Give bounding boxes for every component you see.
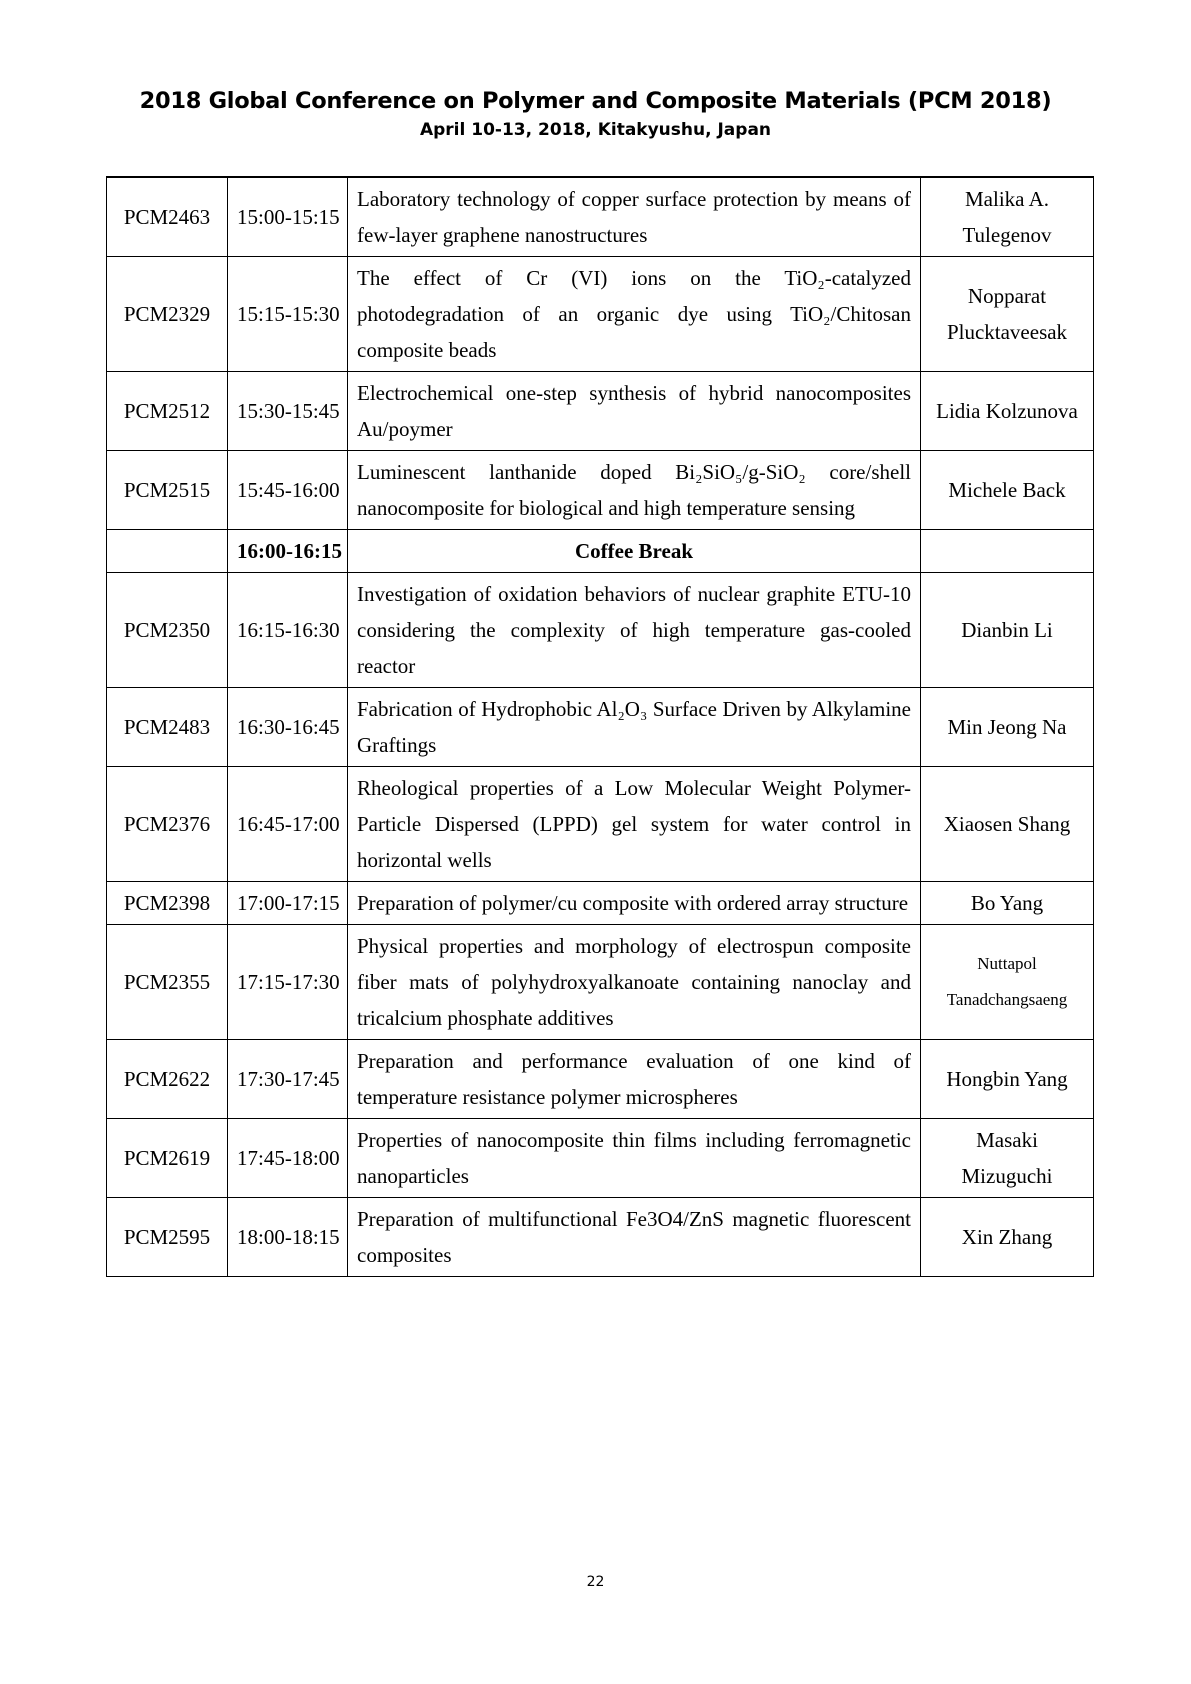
table-row <box>107 1198 1094 1277</box>
paper-title: Luminescent lanthanide doped Bi₂SiO₅/g-SiO₂ core/shell nanocomposite for biological and high temperature sensing <box>348 451 921 530</box>
time-slot: 15:30-15:45 <box>228 372 348 451</box>
paper-code: PCM2512 <box>107 372 228 451</box>
page-number: 22 <box>586 1574 605 1590</box>
presenter-name: Lidia Kolzunova <box>921 372 1094 451</box>
presenter-name: Bo Yang <box>921 882 1094 925</box>
presenter-name: Hongbin Yang <box>921 1040 1094 1119</box>
table-row <box>107 573 1094 688</box>
presenter-name: Nuttapol Tanadchangsaeng <box>921 925 1094 1040</box>
time-slot: 17:45-18:00 <box>228 1119 348 1198</box>
presenter-name: Min Jeong Na <box>921 688 1094 767</box>
table-row <box>107 882 1094 925</box>
paper-title: Laboratory technology of copper surface protection by means of few-layer graphene nanostructures <box>348 177 921 257</box>
paper-title: Preparation of multifunctional Fe3O4/ZnS magnetic fluorescent composites <box>348 1198 921 1277</box>
time-slot: 15:00-15:15 <box>228 177 348 257</box>
paper-code: PCM2595 <box>107 1198 228 1277</box>
paper-code: PCM2355 <box>107 925 228 1040</box>
presenter-name: Xiaosen Shang <box>921 767 1094 882</box>
table-row <box>107 1040 1094 1119</box>
presenter-name: Malika A. Tulegenov <box>921 177 1094 257</box>
presenter-name: Michele Back <box>921 451 1094 530</box>
paper-code <box>107 530 228 573</box>
paper-code: PCM2483 <box>107 688 228 767</box>
page-header <box>0 86 1191 142</box>
schedule-table <box>106 176 1094 1277</box>
time-slot: 16:30-16:45 <box>228 688 348 767</box>
table-row <box>107 1119 1094 1198</box>
paper-code: PCM2350 <box>107 573 228 688</box>
time-slot: 16:45-17:00 <box>228 767 348 882</box>
paper-code: PCM2515 <box>107 451 228 530</box>
paper-title: Electrochemical one-step synthesis of hybrid nanocomposites Au/poymer <box>348 372 921 451</box>
time-slot: 16:00-16:15 <box>228 530 348 573</box>
paper-code: PCM2622 <box>107 1040 228 1119</box>
time-slot: 18:00-18:15 <box>228 1198 348 1277</box>
time-slot: 15:15-15:30 <box>228 257 348 372</box>
paper-title: Physical properties and morphology of electrospun composite fiber mats of polyhydroxyalkanoate containing nanoclay and tricalcium phosphate additives <box>348 925 921 1040</box>
table-row <box>107 177 1094 257</box>
paper-title: Fabrication of Hydrophobic Al₂O₃ Surface Driven by Alkylamine Graftings <box>348 688 921 767</box>
paper-code: PCM2463 <box>107 177 228 257</box>
table-row <box>107 925 1094 1040</box>
table-row <box>107 257 1094 372</box>
time-slot: 17:15-17:30 <box>228 925 348 1040</box>
presenter-name <box>921 530 1094 573</box>
paper-title: Preparation of polymer/cu composite with ordered array structure <box>348 882 921 925</box>
paper-title: Rheological properties of a Low Molecular Weight Polymer-Particle Dispersed (LPPD) gel system for water control in horizontal wells <box>348 767 921 882</box>
time-slot: 15:45-16:00 <box>228 451 348 530</box>
presenter-name: Nopparat Plucktaveesak <box>921 257 1094 372</box>
paper-title: The effect of Cr (VI) ions on the TiO₂-catalyzed photodegradation of an organic dye using TiO₂/Chitosan composite beads <box>348 257 921 372</box>
time-slot: 17:30-17:45 <box>228 1040 348 1119</box>
paper-title: Preparation and performance evaluation of one kind of temperature resistance polymer microspheres <box>348 1040 921 1119</box>
coffee-break-row <box>107 530 1094 573</box>
presenter-name: Xin Zhang <box>921 1198 1094 1277</box>
table-row <box>107 372 1094 451</box>
table-row <box>107 451 1094 530</box>
paper-code: PCM2619 <box>107 1119 228 1198</box>
time-slot: 17:00-17:15 <box>228 882 348 925</box>
table-row <box>107 688 1094 767</box>
paper-code: PCM2376 <box>107 767 228 882</box>
conference-dates-location: April 10-13, 2018, Kitakyushu, Japan <box>419 120 772 140</box>
break-label: Coffee Break <box>348 530 921 573</box>
presenter-name: Dianbin Li <box>921 573 1094 688</box>
paper-title: Investigation of oxidation behaviors of nuclear graphite ETU-10 considering the complexity of high temperature gas-cooled reactor <box>348 573 921 688</box>
paper-code: PCM2329 <box>107 257 228 372</box>
paper-code: PCM2398 <box>107 882 228 925</box>
conference-title: 2018 Global Conference on Polymer and Composite Materials (PCM 2018) <box>139 88 1052 114</box>
paper-title: Properties of nanocomposite thin films including ferromagnetic nanoparticles <box>348 1119 921 1198</box>
table-row <box>107 767 1094 882</box>
presenter-name: Masaki Mizuguchi <box>921 1119 1094 1198</box>
time-slot: 16:15-16:30 <box>228 573 348 688</box>
